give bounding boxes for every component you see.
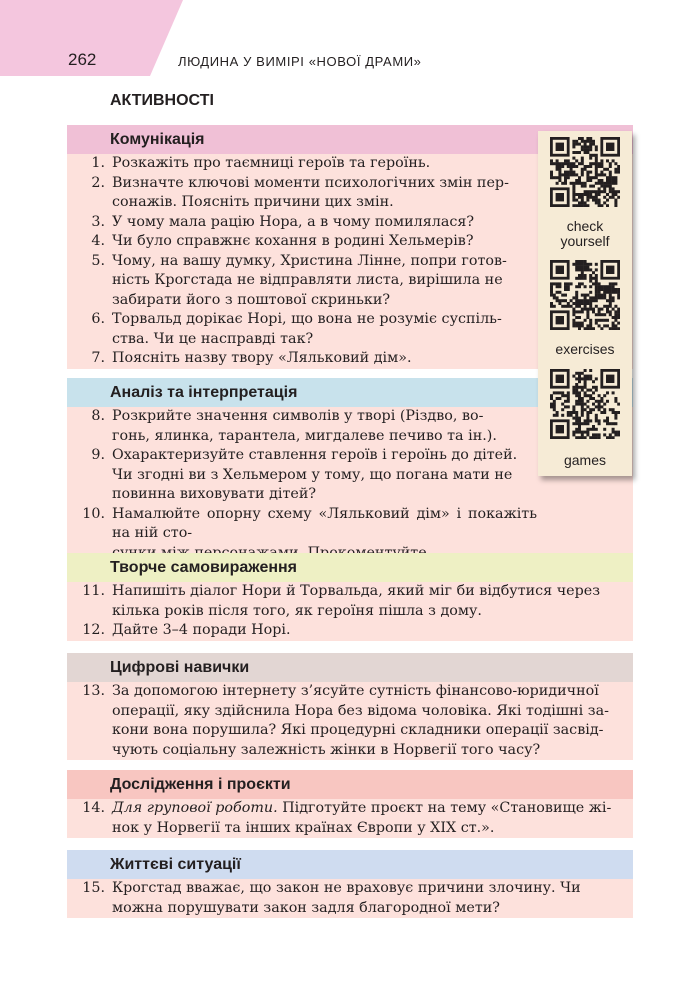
qr-label: exercises [555, 341, 615, 357]
task-text [112, 174, 537, 213]
task-number: 10. [82, 505, 105, 522]
task-text [112, 252, 537, 311]
task-text-line: Поясніть назву твору «Ляльковий дім». [112, 350, 412, 366]
task-number: 14. [82, 800, 105, 816]
task-text-line: забирати його з поштової скриньки? [112, 291, 391, 308]
task-number: 1. [91, 155, 105, 171]
task-text-line: У чому мала рацію Нора, а в чому помилялася? [112, 213, 475, 230]
task-item [67, 446, 537, 505]
task-text-line: Підготуйте проєкт на тему «Становище жі- [277, 800, 612, 816]
block-heading: Цифрові навички [67, 653, 633, 682]
task-text [112, 154, 537, 174]
task-number: 4. [91, 233, 105, 249]
block-heading: Життєві ситуації [67, 850, 633, 879]
block-body [67, 879, 633, 918]
block-heading: Комунікація [67, 125, 633, 154]
activity-block-zhyttievi-sytuatsii [67, 850, 633, 918]
task-item [67, 213, 537, 233]
activity-block-doslidzhennia-proiekty [67, 770, 633, 838]
task-text-line: За допомогою інтернету з’ясуйте сутність фінансово-юридичної [112, 683, 599, 699]
task-text [112, 310, 537, 349]
qr-code-icon[interactable] [550, 369, 620, 439]
running-head: ЛЮДИНА У ВИМІРІ «НОВОЇ ДРАМИ» [178, 54, 422, 69]
task-text-line: повинна виховувати дітей? [112, 486, 317, 502]
section-title: АКТИВНОСТІ [110, 92, 214, 109]
task-text-line: Чи згодні ви з Хельмером у тому, що погана мати не [112, 466, 513, 483]
task-text-line: Розкрийте значення символів у творі (Різдво, во- [112, 408, 484, 424]
task-item [67, 879, 633, 918]
task-text-line: Намалюйте опорну схему «Ляльковий дім» і покажіть на ній сто- [112, 505, 537, 541]
task-number: 13. [82, 683, 105, 699]
task-text-line: чують соціальну залежність жінки в Норвегії того часу? [112, 741, 541, 758]
task-item [67, 349, 537, 369]
block-body [67, 799, 633, 838]
block-body [67, 582, 633, 641]
task-text-line: кони вона порушила? Які процедурні складники операції засвід- [112, 722, 604, 738]
task-text-line: операції, яку здійснила Нора без відома чоловіка. Які тодішні за- [112, 702, 609, 719]
task-italic-lead: Для групової роботи. [112, 800, 278, 816]
task-number: 5. [91, 252, 105, 269]
task-text-line: Напишіть діалог Нори й Торвальда, який міг би відбутися через [112, 583, 601, 599]
task-number: 12. [82, 622, 105, 638]
qr-item-games[interactable] [538, 369, 632, 468]
block-heading: Дослідження і проєкти [67, 770, 633, 799]
task-number: 3. [91, 213, 105, 230]
task-text-line: Чому, на вашу думку, Христина Лінне, попри готов- [112, 252, 507, 269]
task-item [67, 310, 537, 349]
block-heading: Творче самовираження [67, 553, 633, 582]
task-number: 8. [91, 408, 105, 424]
block-heading: Аналіз та інтерпретація [67, 378, 633, 407]
task-number: 2. [91, 174, 105, 191]
task-text-line: Визначте ключові моменти психологічних змін пер- [112, 174, 509, 191]
task-text-line: ства. Чи це насправді так? [112, 330, 314, 347]
qr-label: check yourself [560, 218, 610, 249]
task-text [112, 621, 633, 641]
task-item [67, 252, 537, 311]
task-text-line: ність Крогстада не відправляти листа, вирішила не [112, 272, 503, 288]
activity-block-tvorche-samovyrazhennia [67, 553, 633, 641]
task-item [67, 799, 633, 838]
task-text-line: Дайте 3–4 поради Норі. [112, 622, 291, 638]
task-text [112, 407, 537, 446]
task-text [112, 582, 633, 621]
task-text-line: Розкажіть про таємниці героїв та героїнь. [112, 155, 431, 171]
task-text [112, 349, 537, 369]
task-text [112, 232, 537, 252]
task-item [67, 174, 537, 213]
task-text [112, 682, 633, 760]
task-text-line: нок у Норвегії та інших країнах Європи у ХІХ ст.». [112, 819, 495, 836]
task-text-line: Чи було справжнє кохання в родині Хельмерів? [112, 233, 474, 249]
task-item [67, 232, 537, 252]
task-item [67, 154, 537, 174]
qr-code-icon[interactable] [550, 137, 620, 207]
task-number: 9. [91, 447, 105, 463]
task-text-line: сонажів. Поясніть причини цих змін. [112, 194, 394, 210]
task-item [67, 582, 633, 621]
task-text-line: гонь, ялинка, тарантела, мигдалеве печиво та ін.). [112, 427, 497, 444]
task-item [67, 621, 633, 641]
activity-block-tsyfrovi-navychky [67, 653, 633, 760]
task-text [112, 879, 633, 918]
task-text [112, 446, 537, 505]
page-number: 262 [68, 50, 97, 69]
task-text-line: Торвальд дорікає Норі, що вона не розуміє суспіль- [112, 311, 502, 327]
qr-item-check-yourself[interactable] [538, 137, 632, 249]
task-number: 11. [82, 583, 105, 599]
qr-code-icon[interactable] [550, 260, 620, 330]
block-body [67, 682, 633, 760]
task-text [112, 213, 537, 233]
task-item [67, 407, 537, 446]
task-text-line: Крогстад вважає, що закон не враховує причини злочину. Чи [112, 880, 581, 896]
task-text-line: можна порушувати закон задля благородної мети? [112, 899, 500, 916]
qr-item-exercises[interactable] [538, 260, 632, 357]
task-text [112, 799, 633, 838]
qr-panel [538, 131, 632, 476]
task-text-line: кілька років після того, як героїня пішла з дому. [112, 602, 482, 619]
qr-label: games [563, 452, 607, 468]
task-item [67, 682, 633, 760]
task-number: 15. [82, 880, 105, 896]
task-number: 7. [91, 350, 105, 366]
task-text-line: Охарактеризуйте ставлення героїв і героїнь до дітей. [112, 447, 518, 463]
task-number: 6. [91, 311, 105, 327]
